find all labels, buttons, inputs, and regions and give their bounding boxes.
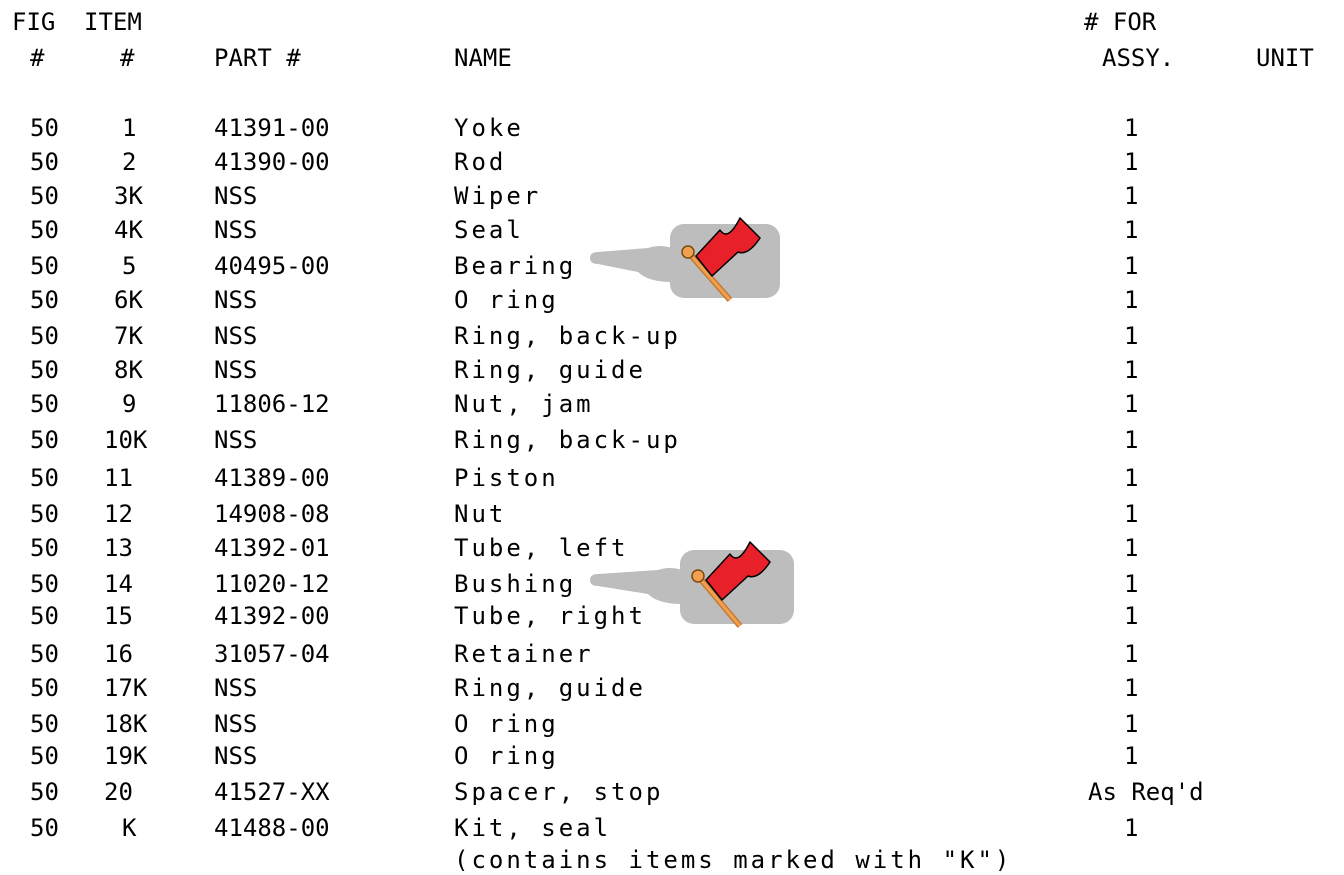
cell-name: Ring, guide [454, 674, 646, 702]
cell-qty: 1 [1124, 182, 1139, 210]
cell-name: Wiper [454, 182, 542, 210]
cell-fig: 50 [30, 710, 59, 738]
cell-part: NSS [214, 710, 258, 738]
cell-part: NSS [214, 356, 258, 384]
kit-note: (contains items marked with "K") [454, 846, 1013, 874]
cell-item: 1 [122, 114, 137, 142]
cell-item: K [122, 814, 137, 842]
cell-item: 7K [114, 322, 143, 350]
cell-part: 11806-12 [214, 390, 330, 418]
cell-qty: 1 [1124, 252, 1139, 280]
header-part: PART # [214, 44, 301, 72]
cell-fig: 50 [30, 500, 59, 528]
cell-fig: 50 [30, 674, 59, 702]
cell-part: 41391-00 [214, 114, 330, 142]
cell-name: Ring, guide [454, 356, 646, 384]
cell-item: 3K [114, 182, 143, 210]
cell-item: 11 [104, 464, 133, 492]
cell-item: 6K [114, 286, 143, 314]
cell-part: 41488-00 [214, 814, 330, 842]
cell-qty: 1 [1124, 390, 1139, 418]
cell-item: 20 [104, 778, 133, 806]
cell-item: 2 [122, 148, 137, 176]
cell-name: Bushing [454, 570, 577, 598]
cell-qty: 1 [1124, 534, 1139, 562]
cell-item: 13 [104, 534, 133, 562]
cell-item: 8K [114, 356, 143, 384]
cell-part: NSS [214, 182, 258, 210]
cell-name: Piston [454, 464, 559, 492]
cell-fig: 50 [30, 252, 59, 280]
cell-qty: 1 [1124, 742, 1139, 770]
cell-part: NSS [214, 426, 258, 454]
cell-item: 9 [122, 390, 137, 418]
cell-name: Ring, back-up [454, 426, 681, 454]
cell-item: 16 [104, 640, 133, 668]
cell-fig: 50 [30, 640, 59, 668]
cell-name: Seal [454, 216, 524, 244]
cell-fig: 50 [30, 356, 59, 384]
pointing-hand-flag-icon [588, 538, 798, 630]
cell-part: NSS [214, 742, 258, 770]
cell-fig: 50 [30, 426, 59, 454]
cell-item: 18K [104, 710, 148, 738]
cell-name: Rod [454, 148, 507, 176]
cell-qty: 1 [1124, 814, 1139, 842]
cell-fig: 50 [30, 778, 59, 806]
cell-qty: 1 [1124, 570, 1139, 598]
cell-qty: 1 [1124, 426, 1139, 454]
cell-item: 5 [122, 252, 137, 280]
cell-part: 41390-00 [214, 148, 330, 176]
cell-name: Yoke [454, 114, 524, 142]
header-item-label: ITEM [84, 8, 142, 36]
cell-qty: 1 [1124, 322, 1139, 350]
cell-item: 19K [104, 742, 148, 770]
cell-qty: 1 [1124, 602, 1139, 630]
cell-part: 41389-00 [214, 464, 330, 492]
cell-fig: 50 [30, 148, 59, 176]
cell-qty: 1 [1124, 464, 1139, 492]
cell-part: 11020-12 [214, 570, 330, 598]
cell-qty: 1 [1124, 710, 1139, 738]
cell-fig: 50 [30, 114, 59, 142]
cell-name: Nut [454, 500, 507, 528]
cell-part: 41392-01 [214, 534, 330, 562]
header-fig-hash: # [30, 44, 45, 72]
pointing-hand-flag-icon [588, 212, 784, 304]
cell-part: 41527-XX [214, 778, 330, 806]
cell-qty: 1 [1124, 674, 1139, 702]
cell-name: O ring [454, 286, 559, 314]
cell-item: 10K [104, 426, 148, 454]
cell-qty: 1 [1124, 286, 1139, 314]
cell-item: 4K [114, 216, 143, 244]
cell-fig: 50 [30, 814, 59, 842]
cell-item: 17K [104, 674, 148, 702]
cell-part: 31057-04 [214, 640, 330, 668]
cell-name: Bearing [454, 252, 577, 280]
cell-fig: 50 [30, 390, 59, 418]
cell-name: Tube, right [454, 602, 646, 630]
cell-fig: 50 [30, 742, 59, 770]
header-item-hash: # [120, 44, 135, 72]
cell-name: Retainer [454, 640, 594, 668]
cell-part: NSS [214, 322, 258, 350]
cell-part: NSS [214, 216, 258, 244]
cell-item: 15 [104, 602, 133, 630]
cell-fig: 50 [30, 182, 59, 210]
cell-qty: 1 [1124, 640, 1139, 668]
header-assy-line2: ASSY. [1102, 44, 1175, 72]
cell-fig: 50 [30, 464, 59, 492]
cell-qty: 1 [1124, 500, 1139, 528]
cell-fig: 50 [30, 216, 59, 244]
header-name: NAME [454, 44, 512, 72]
cell-qty: 1 [1124, 356, 1139, 384]
cell-part: 14908-08 [214, 500, 330, 528]
cell-name: O ring [454, 710, 559, 738]
cell-part: 41392-00 [214, 602, 330, 630]
header-assy-line1: # FOR [1084, 8, 1157, 36]
cell-fig: 50 [30, 322, 59, 350]
cell-name: Kit, seal [454, 814, 612, 842]
cell-part: NSS [214, 674, 258, 702]
cell-name: Nut, jam [454, 390, 594, 418]
cell-name: Tube, left [454, 534, 629, 562]
cell-part: NSS [214, 286, 258, 314]
cell-name: Spacer, stop [454, 778, 664, 806]
cell-fig: 50 [30, 602, 59, 630]
header-fig-label: FIG [12, 8, 56, 36]
cell-fig: 50 [30, 570, 59, 598]
cell-qty: 1 [1124, 114, 1139, 142]
cell-name: O ring [454, 742, 559, 770]
cell-qty: 1 [1124, 216, 1139, 244]
cell-qty: 1 [1124, 148, 1139, 176]
cell-item: 14 [104, 570, 133, 598]
cell-name: Ring, back-up [454, 322, 681, 350]
cell-part: 40495-00 [214, 252, 330, 280]
cell-item: 12 [104, 500, 133, 528]
header-unit: UNIT [1256, 44, 1314, 72]
cell-fig: 50 [30, 534, 59, 562]
cell-fig: 50 [30, 286, 59, 314]
cell-qty: As Req'd [1088, 778, 1204, 806]
